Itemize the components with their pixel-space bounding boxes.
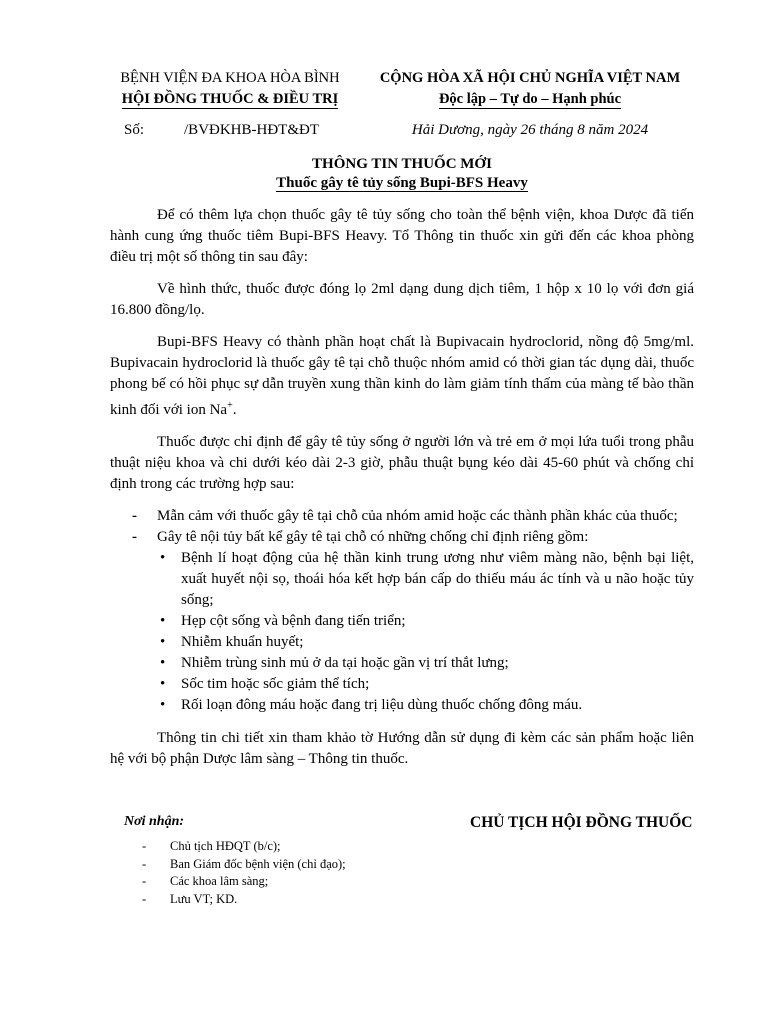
sub-item [157, 548, 694, 611]
recipient-text: Chủ tịch HĐQT (b/c); [170, 839, 281, 853]
bullet-icon: • [160, 676, 166, 692]
recipients-list [140, 838, 346, 908]
contraindication-text: Mẫn cảm với thuốc gây tê tại chỗ của nhóm amid hoặc các thành phần khác của thuốc; [157, 508, 678, 524]
composition-paragraph [110, 332, 694, 421]
sub-item-text: Rối loạn đông máu hoặc đang trị liệu dùng thuốc chống đông máu. [181, 697, 583, 713]
packaging-paragraph: Về hình thức, thuốc được đóng lọ 2ml dạng dung dịch tiêm, 1 hộp x 10 lọ với đơn giá 16.800 đồng/lọ. [110, 281, 694, 318]
dash-marker: - [142, 874, 147, 888]
contraindication-list [110, 506, 694, 716]
contraindication-text: Gây tê nội tủy bất kể gây tê tại chỗ có những chống chỉ định riêng gồm: [157, 529, 589, 545]
ion-charge: + [227, 400, 233, 411]
bullet-icon: • [160, 655, 166, 671]
sub-item-text: Nhiễm khuẩn huyết; [181, 634, 304, 650]
issuer-header [96, 68, 364, 110]
dash-marker: - [142, 839, 147, 853]
dash-marker: - [132, 508, 137, 524]
sub-item-text: Bệnh lí hoạt động của hệ thần kinh trung ương như viêm màng não, bệnh bại liệt, xuất huyết nội sọ, thoái hóa kết hợp bán cấp do thiếu máu ác tính và u não hoặc tủy sống; [181, 550, 694, 608]
recipient-item [140, 838, 346, 856]
number-code: /BVĐKHB-HĐT&ĐT [184, 122, 320, 138]
recipient-text: Các khoa lâm sàng; [170, 874, 269, 888]
bullet-icon: • [160, 697, 166, 713]
dash-marker: - [132, 529, 137, 545]
sub-item-text: Sốc tim hoặc sốc giảm thể tích; [181, 676, 370, 692]
dash-marker: - [142, 856, 147, 871]
national-header [362, 68, 698, 110]
hospital-name: BỆNH VIỆN ĐA KHOA HÒA BÌNH [120, 70, 340, 86]
dash-marker: - [142, 891, 147, 906]
bullet-icon: • [160, 613, 166, 629]
document-title-block [110, 155, 694, 193]
signatory-title: CHỦ TỊCH HỘI ĐỒNG THUỐC [470, 814, 693, 831]
recipients-label: Nơi nhận: [124, 814, 185, 829]
composition-text: Bupi-BFS Heavy có thành phần hoạt chất là Bupivacain hydroclorid, nồng độ 5mg/ml. Bupivacain hydroclorid là thuốc gây tê tại chỗ thuộc nhóm amid có thời gian tác dụng dài, thuốc phong bế có hồi phục sự dẫn truyền xung thần kinh do làm giảm tính thấm của màng tế bào thần kinh đối với ion Na [110, 334, 694, 418]
sub-item [157, 611, 694, 632]
document-title: THÔNG TIN THUỐC MỚI [312, 156, 492, 172]
closing-paragraph: Thông tin chi tiết xin tham khảo tờ Hướng dẫn sử dụng đi kèm các sản phẩm hoặc liên hệ với bộ phận Dược lâm sàng – Thông tin thuốc. [110, 730, 694, 767]
bullet-icon: • [160, 634, 166, 650]
bullet-icon: • [160, 550, 166, 566]
national-title: CỘNG HÒA XÃ HỘI CHỦ NGHĨA VIỆT NAM [379, 70, 681, 86]
contraindication-sublist [157, 548, 694, 716]
recipient-text: Ban Giám đốc bệnh viện (chỉ đạo); [170, 856, 346, 871]
sub-item [157, 695, 694, 716]
recipient-text: Lưu VT; KD. [170, 891, 238, 906]
sub-item [157, 653, 694, 674]
recipient-item [140, 856, 346, 874]
sub-item-text: Hẹp cột sống và bệnh đang tiến triển; [181, 613, 406, 629]
place-date: Hải Dương, ngày 26 tháng 8 năm 2024 [411, 122, 649, 138]
intro-paragraph: Để có thêm lựa chọn thuốc gây tê tủy sống cho toàn thể bệnh viện, khoa Dược đã tiến hành cung ứng thuốc tiêm Bupi-BFS Heavy. Tổ Thông tin thuốc xin gửi đến các khoa phòng điều trị một số thông tin sau đây: [110, 207, 694, 265]
contraindication-item [110, 527, 694, 716]
number-label: Số: [124, 122, 145, 138]
contraindication-item [110, 506, 694, 527]
national-motto: Độc lập – Tự do – Hạnh phúc [438, 91, 622, 107]
recipient-item [140, 873, 346, 891]
council-name: HỘI ĐỒNG THUỐC & ĐIỀU TRỊ [121, 91, 339, 107]
document-number [124, 122, 319, 139]
sub-item-text: Nhiễm trùng sinh mủ ở da tại hoặc gần vị trí thắt lưng; [181, 655, 509, 671]
sub-item [157, 674, 694, 695]
composition-end: . [232, 402, 237, 418]
sub-item [157, 632, 694, 653]
document-body [110, 205, 694, 770]
indication-paragraph: Thuốc được chỉ định để gây tê tủy sống ở người lớn và trẻ em ở mọi lứa tuổi trong phẫu thuật niệu khoa và chi dưới kéo dài 2-3 giờ, phẫu thuật bụng kéo dài 45-60 phút và chống chỉ định trong các trường hợp sau: [110, 434, 694, 492]
recipient-item [140, 891, 346, 909]
document-subtitle: Thuốc gây tê tủy sống Bupi-BFS Heavy [276, 175, 528, 191]
